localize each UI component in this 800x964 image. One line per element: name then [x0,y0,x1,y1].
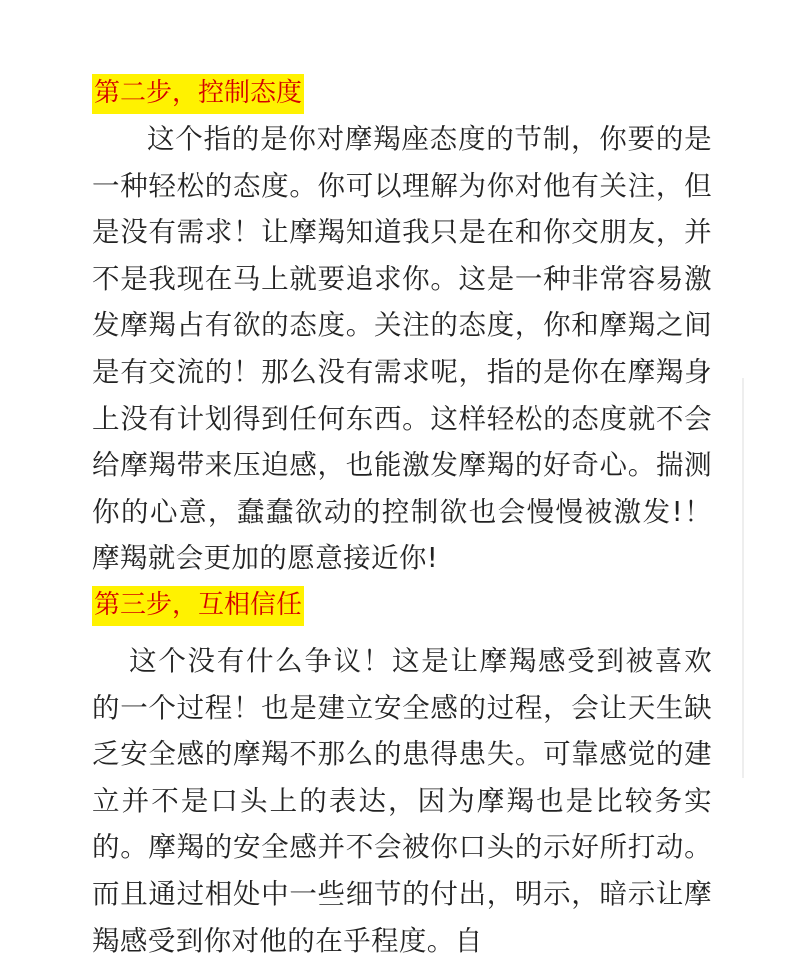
article-content [92,74,712,964]
section-heading-step-three: 第三步，互相信任 [92,586,304,626]
scroll-edge-line [742,378,744,778]
section-body-step-three: 这个没有什么争议！这是让摩羯感受到被喜欢的一个过程！也是建立安全感的过程，会让天生缺乏安全感的摩羯不那么的患得患失。可靠感觉的建立并不是口头上的表达，因为摩羯也是比较务实的。摩羯的安全感并不会被你口头的示好所打动。而且通过相处中一些细节的付出，明示，暗示让摩羯感受到你对他的在乎程度。自 [92,644,712,957]
section-heading-step-two: 第二步，控制态度 [92,74,304,114]
section-body-step-two: 这个指的是你对摩羯座态度的节制，你要的是一种轻松的态度。你可以理解为你对他有关注，但是没有需求！让摩羯知道我只是在和你交朋友，并不是我现在马上就要追求你。这是一种非常容易激发摩羯占有欲的态度。关注的态度，你和摩羯之间是有交流的！那么没有需求呢，指的是你在摩羯身上没有计划得到任何东西。这样轻松的态度就不会给摩羯带来压迫感，也能激发摩羯的好奇心。揣测你的心意，蠢蠢欲动的控制欲也会慢慢被激发!！摩羯就会更加的愿意接近你! [92,123,712,575]
